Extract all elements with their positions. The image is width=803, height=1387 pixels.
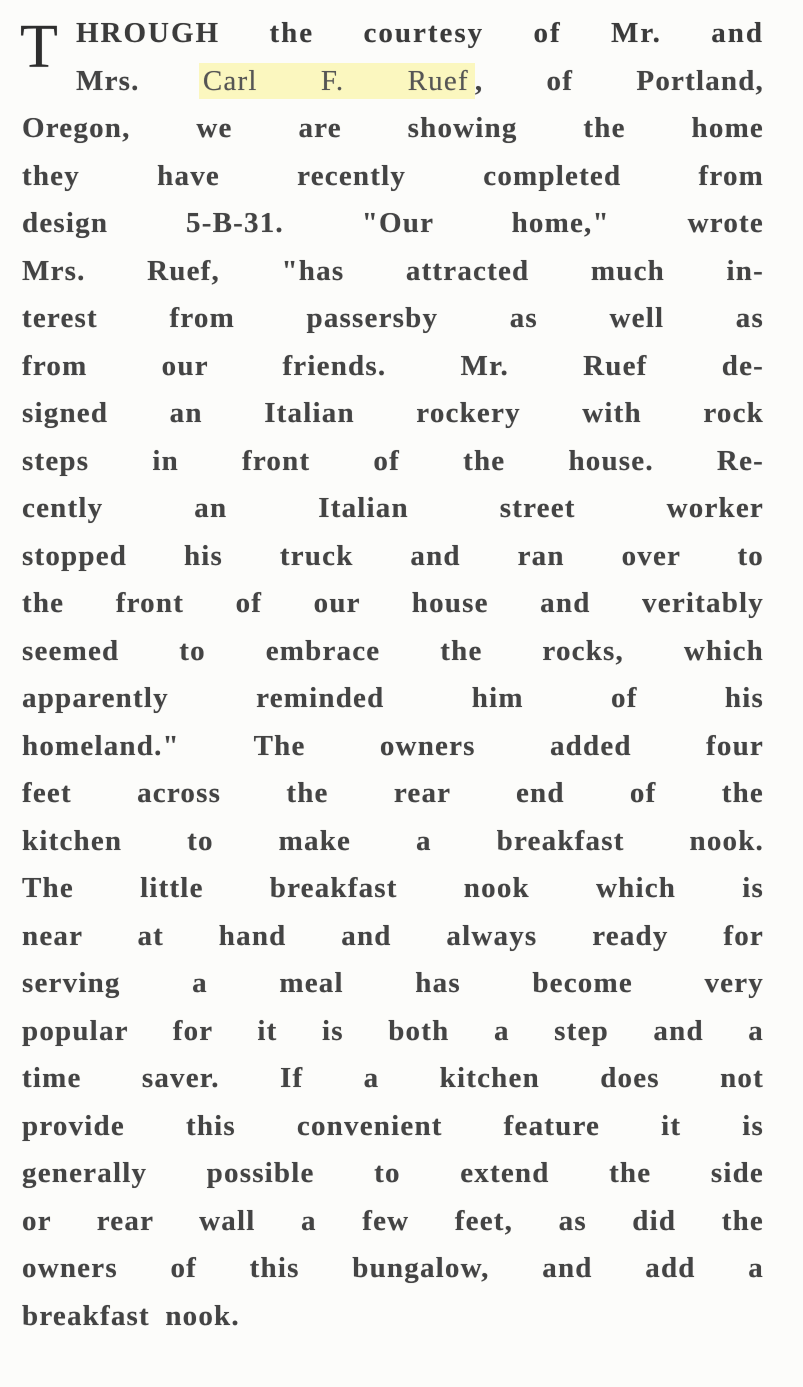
article-line: or rear wall a few feet, as did the bbox=[22, 1204, 764, 1237]
article-line-last: breakfast nook. bbox=[22, 1299, 240, 1332]
article-line-2 bbox=[22, 58, 764, 106]
article-line: from our friends. Mr. Ruef de- bbox=[22, 349, 764, 382]
article-line: apparently reminded him of his bbox=[22, 682, 764, 714]
article-line: popular for it is both a step and a bbox=[22, 1014, 764, 1047]
article-line: the front of our house and veritably bbox=[22, 587, 764, 619]
article-line: homeland." The owners added four bbox=[22, 729, 764, 762]
article-opening-text: HROUGH the courtesy of Mr. and bbox=[76, 17, 764, 49]
article-line: Mrs. Ruef, "has attracted much in- bbox=[22, 254, 764, 287]
article-line: stopped his truck and ran over to bbox=[22, 539, 764, 572]
article-line: owners of this bungalow, and add a bbox=[22, 1252, 764, 1284]
highlighted-name: Carl F. Ruef bbox=[199, 63, 475, 99]
article-line: Oregon, we are showing the home bbox=[22, 112, 764, 144]
article-line: serving a meal has become very bbox=[22, 967, 764, 999]
article-line: signed an Italian rockery with rock bbox=[22, 397, 764, 429]
article-line: seemed to embrace the rocks, which bbox=[22, 634, 764, 667]
article-line: generally possible to extend the side bbox=[22, 1157, 764, 1189]
article-line: design 5-B-31. "Our home," wrote bbox=[22, 207, 764, 239]
article-line-2-suffix: , of Portland, bbox=[474, 64, 765, 97]
article-line: feet across the rear end of the bbox=[22, 777, 764, 809]
article-line: steps in front of the house. Re- bbox=[22, 444, 764, 477]
article-line: they have recently completed from bbox=[22, 159, 764, 192]
article-line: terest from passersby as well as bbox=[22, 302, 764, 334]
article-line: cently an Italian street worker bbox=[22, 492, 764, 524]
article-line: The little breakfast nook which is bbox=[22, 872, 764, 904]
article-line-2-prefix: Mrs. bbox=[76, 64, 140, 97]
article-line: provide this convenient feature it is bbox=[22, 1109, 764, 1142]
article-line: time saver. If a kitchen does not bbox=[22, 1062, 764, 1094]
article-line: kitchen to make a breakfast nook. bbox=[22, 824, 764, 857]
article-text bbox=[22, 10, 764, 1340]
drop-cap: T bbox=[20, 13, 60, 81]
article-line: near at hand and always ready for bbox=[22, 919, 764, 952]
